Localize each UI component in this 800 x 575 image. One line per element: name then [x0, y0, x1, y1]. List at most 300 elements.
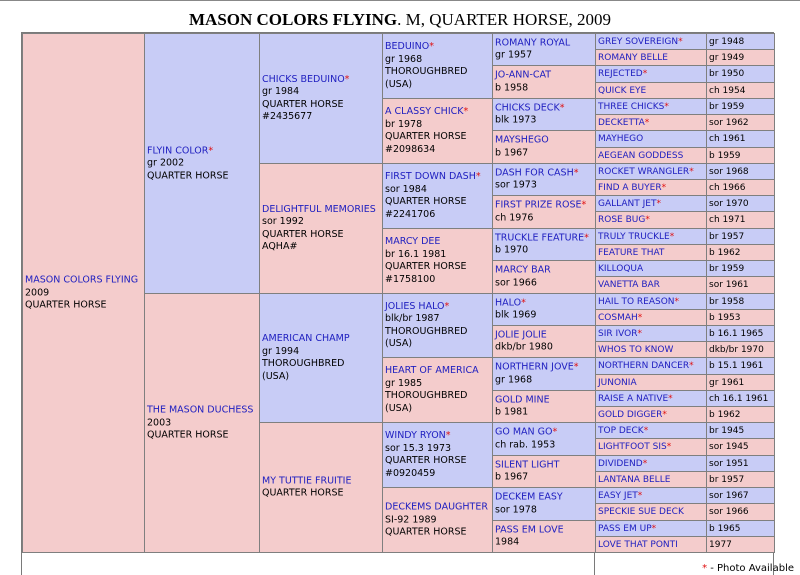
horse-entry [495, 394, 593, 419]
horse-name-link[interactable] [25, 274, 142, 287]
horse-entry [495, 37, 593, 62]
pedigree-info-cell-gen6 [706, 82, 775, 99]
photo-star-icon: * [668, 393, 673, 404]
horse-entry [262, 475, 380, 500]
pedigree-cell-gen3 [259, 293, 383, 423]
horse-detail: AQHA# [262, 241, 298, 252]
horse-name[interactable]: JOLIES HALO [385, 300, 445, 312]
horse-detail: #0920459 [385, 467, 436, 479]
horse-detail: ch 1961 [709, 134, 746, 144]
pedigree-cell-gen6 [595, 374, 707, 391]
horse-name-link[interactable] [495, 37, 593, 50]
horse-name[interactable]: HEART OF AMERICA [385, 365, 479, 376]
horse-detail: br 1957 [709, 474, 745, 485]
horse-name: MASON COLORS FLYING [189, 10, 398, 29]
horse-detail: QUARTER HORSE [262, 487, 344, 499]
pedigree-info-cell-gen6 [706, 244, 775, 261]
pedigree-info-cell-gen6 [706, 33, 775, 50]
horse-name-link[interactable] [596, 475, 670, 485]
horse-detail: b 1967 [495, 471, 529, 483]
horse-name-link[interactable] [385, 236, 490, 249]
pedigree-cell-gen6 [595, 471, 707, 488]
pedigree-info-cell-gen6 [706, 455, 775, 472]
horse-name[interactable]: HALO [495, 297, 522, 308]
horse-name-link[interactable] [596, 86, 646, 96]
horse-name[interactable]: AEGEAN GODDESS [598, 150, 684, 161]
horse-name[interactable]: BEDUINO [385, 41, 430, 52]
horse-name-link[interactable] [385, 171, 490, 184]
horse-detail: b 1962 [709, 247, 741, 258]
horse-name[interactable]: EASY JET [598, 490, 638, 501]
pedigree-cell-gen6 [595, 276, 707, 294]
horse-name[interactable]: DIVIDEND [598, 458, 643, 469]
pedigree-cell-gen3 [259, 163, 383, 294]
horse-name-link[interactable] [596, 248, 664, 258]
horse-name[interactable]: ROSE BUG [598, 215, 646, 225]
pedigree-chart [21, 32, 774, 553]
horse-detail: gr 1994 [262, 345, 300, 357]
pedigree-cell-gen6 [595, 114, 707, 131]
horse-detail: sor 1961 [709, 280, 749, 290]
horse-name[interactable]: WHOS TO KNOW [598, 344, 674, 355]
horse-name-link[interactable] [596, 280, 660, 290]
pedigree-cell-gen5 [492, 228, 596, 261]
horse-entry [385, 365, 490, 415]
horse-name[interactable]: KILLOQUA [598, 263, 644, 274]
pedigree-cell-gen6 [595, 130, 707, 148]
photo-star-icon: * [643, 425, 649, 436]
horse-name[interactable]: MASON COLORS FLYING [25, 274, 139, 286]
pedigree-cell-gen6 [595, 520, 707, 537]
horse-name[interactable]: WINDY RYON [385, 430, 446, 441]
horse-name[interactable]: AMERICAN CHAMP [262, 333, 350, 344]
horse-detail: sor 1966 [495, 277, 537, 288]
horse-detail: b 1962 [709, 409, 741, 420]
pedigree-cell-gen6 [595, 390, 707, 407]
horse-name-link[interactable] [596, 394, 673, 404]
horse-name-link[interactable] [385, 301, 490, 314]
horse-detail: sor 1967 [709, 490, 749, 501]
horse-name-link[interactable] [596, 118, 649, 128]
horse-detail: br 1957 [709, 231, 745, 242]
horse-name-link[interactable] [495, 362, 593, 375]
horse-detail: QUARTER HORSE [147, 429, 229, 441]
horse-entry [495, 362, 593, 387]
pedigree-info-cell-gen6 [706, 487, 775, 504]
horse-name-link[interactable] [596, 215, 650, 225]
pedigree-cell-gen5 [492, 33, 596, 66]
pedigree-cell-gen5 [492, 325, 596, 358]
horse-name-link[interactable] [495, 492, 593, 505]
horse-name-link[interactable] [596, 459, 647, 469]
horse-name-link[interactable] [596, 264, 643, 274]
horse-name-link[interactable] [495, 524, 593, 537]
horse-name[interactable]: MAYSHEGO [495, 134, 549, 146]
horse-name[interactable]: SPECKIE SUE DECK [598, 507, 684, 517]
horse-detail: 1977 [709, 539, 732, 550]
horse-name[interactable]: ROCKET WRANGLER [598, 166, 690, 177]
horse-detail: br 1958 [709, 296, 745, 307]
horse-name-link[interactable] [596, 426, 648, 436]
horse-detail: gr 1968 [385, 53, 423, 65]
horse-detail: b 1958 [495, 82, 529, 93]
pedigree-cell-gen5 [492, 65, 596, 99]
footer-bar [21, 553, 774, 575]
horse-detail: blk/br 1987 [385, 313, 440, 324]
photo-star-icon: * [664, 101, 669, 112]
pedigree-cell-gen5 [492, 293, 596, 326]
horse-name[interactable]: GOLD DIGGER [598, 409, 663, 420]
horse-entry [495, 265, 593, 290]
horse-detail: ch 1976 [495, 212, 534, 223]
horse-name[interactable]: ROMANY BELLE [598, 52, 668, 63]
horse-name[interactable]: JOLIE JOLIE [495, 329, 547, 340]
horse-name[interactable]: FIRST PRIZE ROSE [495, 199, 582, 211]
horse-name-link[interactable] [495, 232, 593, 245]
horse-detail: gr 2002 [147, 157, 185, 169]
horse-entry [495, 459, 593, 484]
photo-star-icon: * [669, 231, 675, 242]
horse-name-link[interactable] [596, 329, 642, 339]
horse-name[interactable]: LIGHTFOOT SIS [598, 442, 667, 452]
pedigree-cell-gen6 [595, 536, 707, 553]
horse-name[interactable]: VANETTA BAR [598, 280, 660, 290]
horse-entry [262, 74, 380, 124]
photo-star-icon: * [678, 36, 683, 47]
horse-detail: sor 1962 [709, 117, 749, 128]
horse-name-link[interactable] [385, 41, 490, 54]
horse-entry [495, 329, 593, 354]
horse-name[interactable]: REJECTED [598, 69, 643, 79]
horse-name[interactable]: QUICK EYE [598, 85, 647, 96]
pedigree-cell-gen6 [595, 422, 707, 439]
horse-name-link[interactable] [596, 69, 647, 79]
horse-name[interactable]: LANTANA BELLE [598, 474, 671, 485]
horse-name-link[interactable] [596, 507, 684, 517]
horse-name[interactable]: DECKEMS DAUGHTER [385, 501, 488, 513]
pedigree-cell-gen2 [144, 33, 260, 294]
horse-name-link[interactable] [596, 102, 669, 112]
pedigree-cell-gen4 [382, 98, 493, 164]
horse-name-link[interactable] [596, 151, 683, 161]
horse-name-link[interactable] [385, 501, 490, 514]
pedigree-cell-gen2 [144, 293, 260, 553]
pedigree-cell-gen6 [595, 357, 707, 375]
pedigree-cell-gen6 [595, 293, 707, 310]
horse-detail: b 1981 [495, 406, 529, 418]
horse-detail: #2098634 [385, 143, 436, 155]
pedigree-cell-gen6 [595, 260, 707, 277]
pedigree-info-cell-gen6 [706, 276, 775, 294]
horse-detail: dkb/br 1980 [495, 341, 553, 353]
horse-name-link[interactable] [596, 540, 678, 550]
photo-star-icon: * [637, 312, 643, 323]
horse-name-link[interactable] [262, 475, 380, 488]
horse-detail: sor 1984 [385, 183, 427, 195]
horse-name[interactable]: JUNONIA [598, 377, 637, 388]
horse-name[interactable]: TRUCKLE FEATURE [495, 232, 585, 243]
horse-detail: ch 1971 [709, 215, 746, 225]
horse-entry [495, 232, 593, 257]
photo-star-icon: * [573, 361, 579, 373]
horse-name[interactable]: GO MAN GO [495, 426, 553, 438]
pedigree-info-cell-gen6 [706, 195, 775, 212]
horse-name[interactable]: GREY SOVEREIGN [598, 36, 679, 47]
horse-name-link[interactable] [495, 265, 593, 278]
horse-detail: QUARTER HORSE [147, 169, 229, 181]
photo-star-icon: * [637, 490, 643, 501]
pedigree-info-cell-gen6 [706, 406, 775, 423]
photo-legend-text: - Photo Available [707, 563, 794, 574]
horse-name[interactable]: LOVE THAT PONTI [598, 539, 678, 550]
pedigree-info-cell-gen6 [706, 471, 775, 488]
horse-detail: #2241706 [385, 208, 436, 220]
pedigree-cell-gen4 [382, 422, 493, 488]
horse-name[interactable]: THREE CHICKS [598, 101, 665, 112]
horse-name-link[interactable] [262, 333, 380, 346]
pedigree-info-cell-gen6 [706, 293, 775, 310]
photo-star-icon: * [689, 361, 694, 371]
horse-name-link[interactable] [147, 404, 257, 417]
horse-name-link[interactable] [262, 204, 380, 217]
photo-star-icon: * [344, 73, 350, 85]
horse-entry [25, 274, 142, 312]
horse-name-link[interactable] [596, 297, 679, 307]
horse-name[interactable]: SILENT LIGHT [495, 459, 560, 470]
horse-detail: QUARTER HORSE [385, 131, 467, 142]
photo-star-icon: * [475, 171, 481, 182]
horse-name[interactable]: COSMAH [598, 312, 638, 323]
horse-name[interactable]: TOP DECK [598, 425, 644, 436]
horse-name-link[interactable] [385, 430, 490, 443]
horse-name-link[interactable] [495, 297, 593, 310]
pedigree-cell-gen4 [382, 163, 493, 229]
horse-detail: br 1978 [385, 118, 423, 130]
horse-name[interactable]: DECKETTA [598, 117, 645, 128]
horse-name-link[interactable] [596, 491, 642, 501]
horse-entry [495, 524, 593, 549]
photo-star-icon: * [581, 199, 587, 211]
horse-entry [385, 106, 490, 156]
horse-detail: br 1950 [709, 69, 745, 79]
horse-entry [495, 200, 593, 225]
horse-name[interactable]: NORTHERN DANCER [598, 361, 690, 371]
photo-star-icon: * [702, 563, 708, 574]
pedigree-cell-gen4 [382, 293, 493, 358]
photo-star-icon: * [444, 300, 450, 312]
horse-detail: b 1967 [495, 147, 529, 158]
horse-name-link[interactable] [596, 199, 661, 209]
horse-name[interactable]: MARCY BAR [495, 264, 551, 276]
photo-legend [702, 563, 794, 574]
horse-name[interactable]: DECKEM EASY [495, 491, 563, 503]
horse-name[interactable]: FIRST DOWN DASH [385, 171, 476, 182]
horse-name[interactable]: TRULY TRUCKLE [598, 231, 670, 242]
pedigree-cell-gen6 [595, 195, 707, 212]
horse-name-link[interactable] [596, 345, 673, 355]
horse-detail: b 16.1 1965 [709, 328, 764, 339]
horse-name[interactable]: HAIL TO REASON [598, 296, 675, 307]
photo-star-icon: * [552, 426, 558, 438]
pedigree-info-cell-gen6 [706, 49, 775, 66]
pedigree-cell-gen5 [492, 98, 596, 131]
horse-name-link[interactable] [596, 53, 668, 63]
horse-name-link[interactable] [596, 232, 674, 242]
horse-name-link[interactable] [495, 394, 593, 407]
horse-name-link[interactable] [495, 135, 593, 148]
horse-detail: QUARTER HORSE [262, 98, 344, 110]
pedigree-cell-gen6 [595, 98, 707, 115]
horse-name-link[interactable] [596, 524, 656, 534]
horse-detail: b 1970 [495, 244, 529, 256]
horse-name-link[interactable] [596, 183, 666, 193]
pedigree-info-cell-gen6 [706, 503, 775, 521]
horse-entry [385, 301, 490, 351]
horse-detail: b 1959 [709, 150, 741, 161]
pedigree-info-cell-gen6 [706, 520, 775, 537]
photo-star-icon: * [208, 144, 214, 156]
horse-name[interactable]: A CLASSY CHICK [385, 106, 464, 117]
horse-detail: THOROUGHBRED [385, 325, 468, 337]
horse-name[interactable]: GOLD MINE [495, 394, 550, 405]
photo-star-icon: * [584, 232, 589, 243]
horse-detail: br 1959 [709, 263, 745, 274]
photo-star-icon: * [445, 430, 451, 441]
photo-star-icon: * [662, 409, 667, 420]
photo-star-icon: * [429, 41, 434, 52]
horse-detail: 1984 [495, 536, 520, 548]
horse-name-link[interactable] [596, 410, 667, 420]
pedigree-info-cell-gen6 [706, 309, 775, 326]
horse-detail: (USA) [385, 78, 413, 90]
horse-detail: THOROUGHBRED [262, 358, 345, 369]
horse-name[interactable]: DELIGHTFUL MEMORIES [262, 203, 376, 215]
horse-detail: b 15.1 1961 [709, 361, 764, 371]
pedigree-info-cell-gen6 [706, 65, 775, 83]
pedigree-info-cell-gen6 [706, 438, 775, 456]
horse-detail: (USA) [385, 402, 413, 414]
horse-entry [495, 102, 593, 127]
horse-name-link[interactable] [596, 134, 643, 144]
pedigree-cell-gen6 [595, 487, 707, 504]
pedigree-cell-gen6 [595, 65, 707, 83]
horse-entry [385, 430, 490, 480]
horse-name-link[interactable] [596, 361, 694, 371]
pedigree-cell-gen1 [22, 33, 145, 553]
pedigree-cell-gen5 [492, 260, 596, 294]
horse-name-link[interactable] [495, 329, 593, 342]
horse-detail: sor 1945 [709, 442, 749, 452]
horse-name[interactable]: ROMANY ROYAL [495, 37, 571, 48]
horse-name[interactable]: MAYHEGO [598, 134, 644, 144]
horse-detail: QUARTER HORSE [25, 299, 107, 311]
horse-name[interactable]: FEATURE THAT [598, 247, 665, 258]
pedigree-info-cell-gen6 [706, 374, 775, 391]
photo-star-icon: * [689, 166, 694, 177]
horse-detail: gr 1984 [262, 86, 300, 97]
pedigree-cell-gen3 [259, 33, 383, 164]
horse-name-link[interactable] [495, 167, 593, 180]
pedigree-info-cell-gen6 [706, 228, 775, 245]
horse-detail: sor 1970 [709, 198, 749, 209]
pedigree-info-cell-gen6 [706, 325, 775, 342]
horse-detail: sor 1973 [495, 179, 537, 191]
pedigree-info-cell-gen6 [706, 147, 775, 164]
horse-name-link[interactable] [495, 459, 593, 472]
pedigree-cell-gen6 [595, 341, 707, 358]
horse-name-link[interactable] [596, 378, 637, 388]
horse-name[interactable]: GALLANT JET [598, 198, 657, 209]
horse-name[interactable]: NORTHERN JOVE [495, 361, 574, 373]
horse-name[interactable]: MY TUTTIE FRUITIE [262, 475, 352, 486]
horse-name[interactable]: MARCY DEE [385, 236, 441, 247]
pedigree-info-cell-gen6 [706, 422, 775, 439]
horse-name[interactable]: PASS EM LOVE [495, 524, 564, 535]
horse-entry [262, 204, 380, 254]
horse-name-link[interactable] [262, 74, 380, 87]
horse-detail: QUARTER HORSE [385, 455, 467, 466]
horse-name[interactable]: JO-ANN-CAT [495, 69, 552, 81]
horse-name[interactable]: SIR IVOR [598, 328, 638, 339]
horse-name-link[interactable] [596, 167, 694, 177]
horse-detail: (USA) [385, 338, 413, 349]
pedigree-cell-gen6 [595, 309, 707, 326]
horse-detail: br 16.1 1981 [385, 248, 447, 260]
horse-name-link[interactable] [596, 313, 642, 323]
horse-name[interactable]: CHICKS DECK [495, 102, 560, 113]
pedigree-info-cell-gen6 [706, 130, 775, 148]
horse-name-link[interactable] [495, 427, 593, 440]
horse-name-link[interactable] [596, 442, 671, 452]
horse-name[interactable]: CHICKS BEDUINO [262, 73, 345, 85]
horse-name-link[interactable] [495, 70, 593, 83]
horse-detail: #1758100 [385, 273, 436, 285]
horse-detail: ch 1966 [709, 182, 746, 193]
horse-detail: sor 1966 [709, 507, 749, 517]
pedigree-cell-gen5 [492, 487, 596, 521]
horse-name[interactable]: PASS EM UP [598, 523, 652, 534]
pedigree-cell-gen5 [492, 357, 596, 391]
pedigree-info-cell-gen6 [706, 341, 775, 358]
horse-detail: br 1959 [709, 101, 745, 112]
top-rule [0, 0, 800, 1]
pedigree-cell-gen5 [492, 163, 596, 196]
horse-name[interactable]: FLYIN COLOR [147, 144, 209, 156]
horse-detail: br 1945 [709, 425, 745, 436]
horse-name-link[interactable] [385, 365, 490, 378]
horse-detail: blk 1969 [495, 309, 537, 321]
horse-name[interactable]: FIND A BUYER [598, 182, 662, 193]
horse-entry [495, 492, 593, 517]
horse-detail: QUARTER HORSE [385, 196, 467, 207]
horse-detail: gr 1961 [709, 377, 745, 388]
horse-detail: gr 1985 [385, 377, 423, 389]
horse-detail: sor 1992 [262, 216, 304, 227]
horse-detail: (USA) [262, 370, 290, 382]
horse-name-link[interactable] [495, 200, 593, 213]
horse-name-link[interactable] [495, 102, 593, 115]
horse-name[interactable]: RAISE A NATIVE [598, 393, 669, 404]
photo-star-icon: * [573, 167, 579, 178]
horse-name-link[interactable] [385, 106, 490, 119]
pedigree-info-cell-gen6 [706, 163, 775, 180]
horse-name[interactable]: DASH FOR CASH [495, 167, 574, 178]
horse-detail: THOROUGHBRED [385, 390, 468, 401]
horse-name[interactable]: THE MASON DUCHESS [147, 404, 254, 416]
horse-name-link[interactable] [147, 145, 257, 158]
pedigree-cell-gen6 [595, 82, 707, 99]
horse-name-link[interactable] [596, 37, 683, 47]
